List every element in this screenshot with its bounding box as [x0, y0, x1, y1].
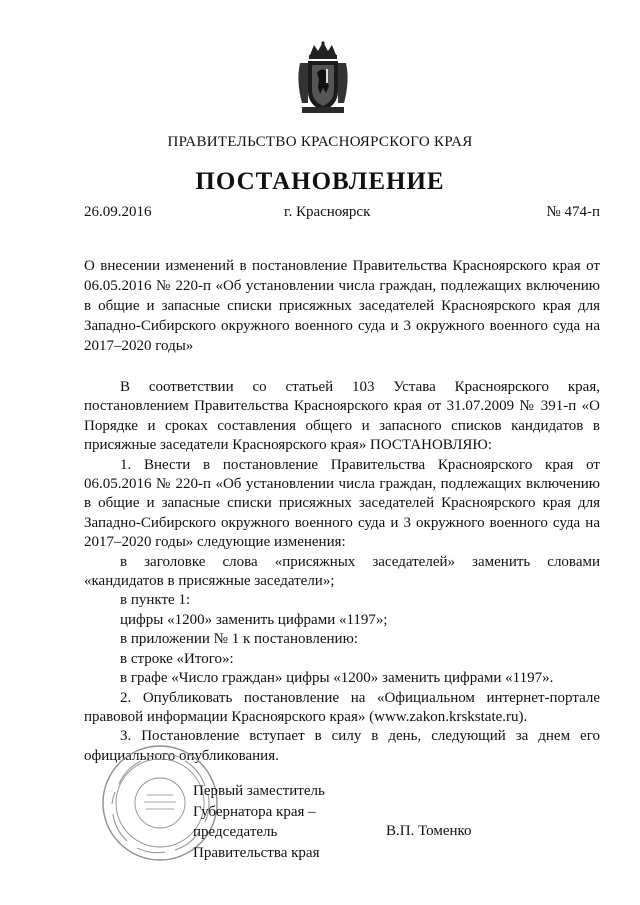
signature-line-4: Правительства края [193, 844, 320, 861]
signature-line-2: Губернатора края – [193, 803, 316, 820]
body-item-1-a: в заголовке слова «присяжных заседателей» заменить словами «кандидатов в присяжные заседатели»; [84, 553, 600, 590]
body-item-1-e: в строке «Итого»: [120, 650, 234, 667]
body-item-1-d: в приложении № 1 к постановлению: [120, 631, 358, 648]
document-number: № 474-п [546, 204, 600, 220]
document-type-title: ПОСТАНОВЛЕНИЕ [195, 168, 445, 195]
document-date: 26.09.2016 [84, 204, 152, 220]
government-title: ПРАВИТЕЛЬСТВО КРАСНОЯРСКОГО КРАЯ [167, 134, 473, 150]
document-subject: О внесении изменений в постановление Правительства Красноярского края от 06.05.2016 № 220-п «Об установлении числа граждан, подлежащих включению в общие и запасные списки присяжных заседателей Красноярского края для Западно-Сибирского окружного военного суда и 3 окружного военного суда на 2017–2020 годы» [84, 258, 600, 354]
body-item-3: 3. Постановление вступает в силу в день, следующий за днем его официального опубликования. [84, 728, 600, 764]
document-meta-row [84, 204, 600, 224]
body-item-1-c: цифры «1200» заменить цифрами «1197»; [120, 611, 388, 628]
signatory-name: В.П. Томенко [386, 823, 472, 839]
body-item-1: 1. Внести в постановление Правительства Красноярского края от 06.05.2016 № 220-п «Об установлении числа граждан, подлежащих включению в общие и запасные списки присяжных заседателей Красноярского края для Западно-Сибирского окружного военного суда и 3 окружного военного суда на 2017–2020 годы» следующие изменения: [84, 456, 600, 551]
body-item-1-f: в графе «Число граждан» цифры «1200» заменить цифрами «1197». [120, 670, 554, 687]
signature-title-block [193, 781, 393, 863]
body-item-1-b: в пункте 1: [120, 592, 191, 609]
body-item-2: 2. Опубликовать постановление на «Официальном интернет-портале правовой информации Красноярского края» (www.zakon.krskstate.ru). [84, 689, 600, 725]
document-body [84, 378, 600, 766]
signature-line-3: председатель [193, 824, 278, 840]
body-preamble: В соответствии со статьей 103 Устава Красноярского края, постановлением Правительства Красноярского края от 31.07.2009 № 391-п «О Порядке и сроках составления общего и запасного списков кандидатов в присяжные заседатели Красноярского края» ПОСТАНОВЛЯЮ: [84, 379, 600, 454]
signature-line-1: Первый заместитель [193, 783, 325, 799]
krasnoyarsk-coat-of-arms-icon [296, 41, 350, 117]
document-city: г. Красноярск [284, 204, 371, 220]
